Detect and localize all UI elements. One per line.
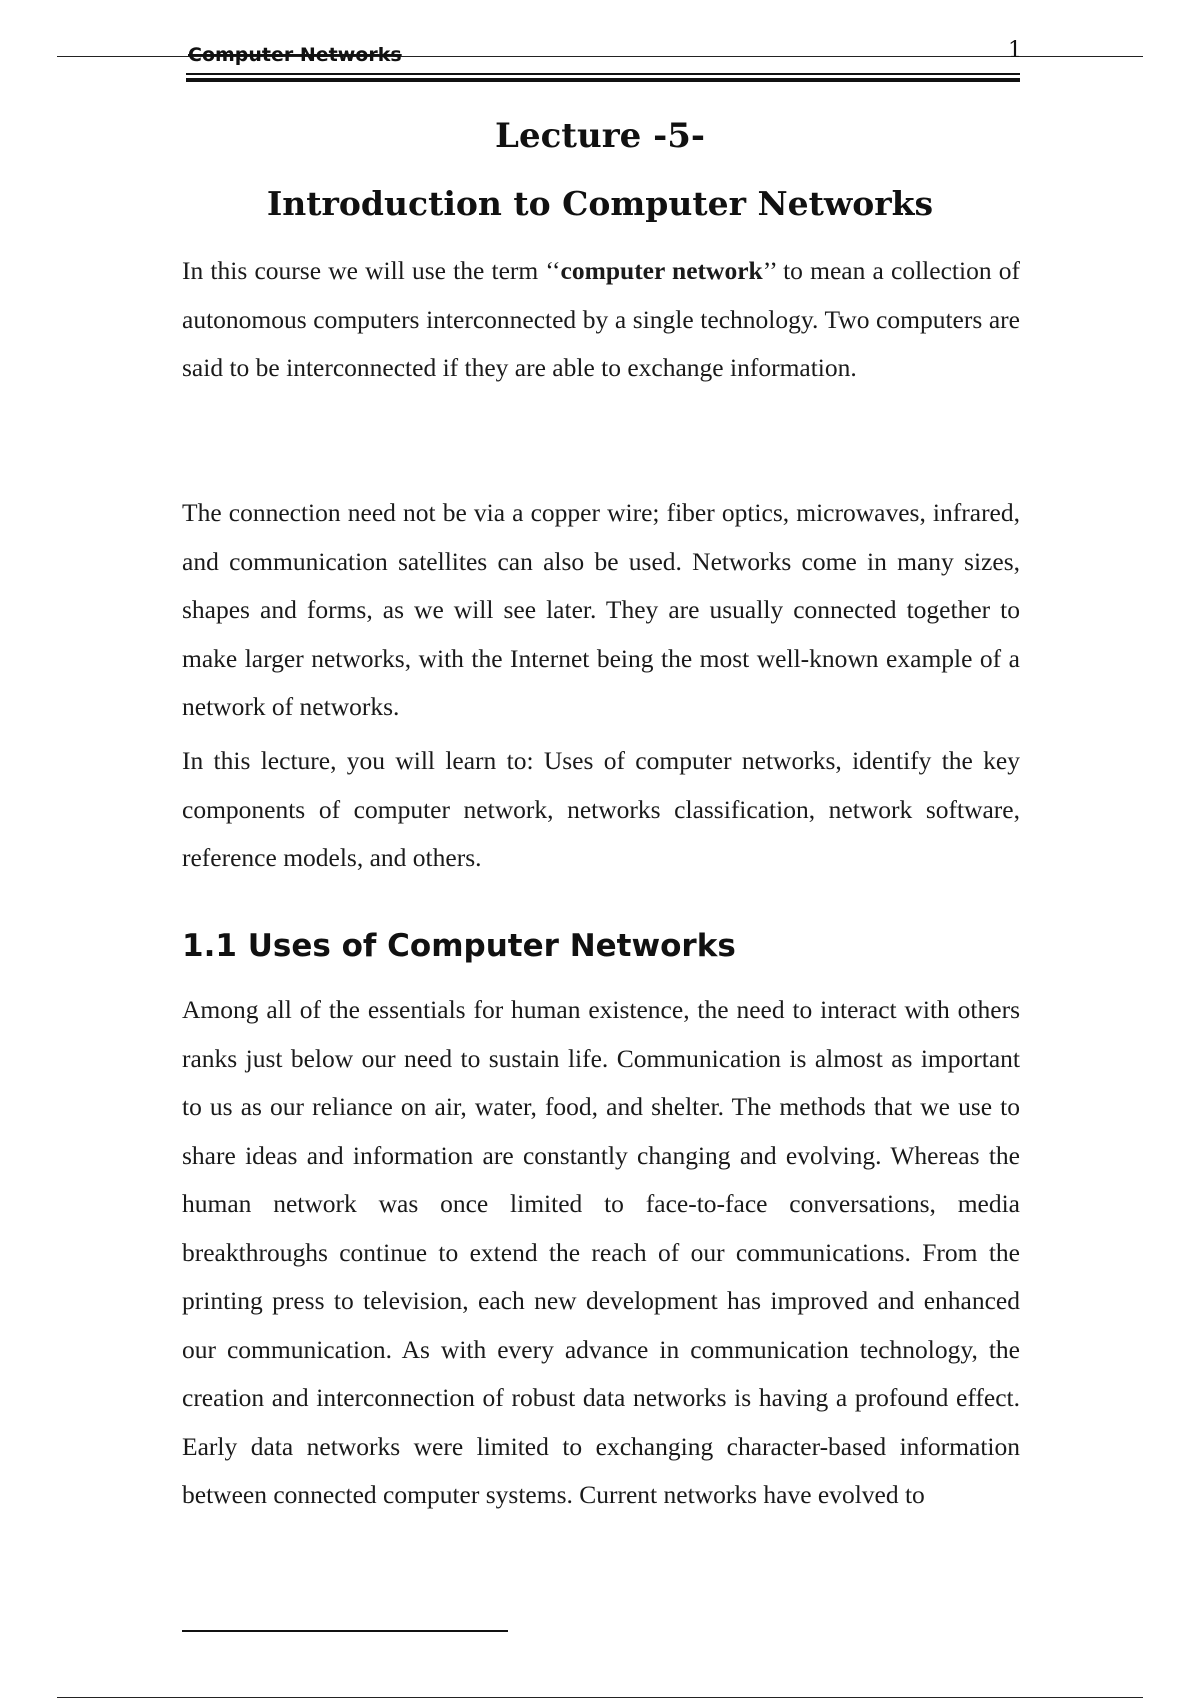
intro-text-pre: In this course we will use the term ‘‘ [182, 256, 561, 285]
intro-text-post: ’’ to mean a collection of autonomous computers interconnected by a single technology. Two computers are said to be interconnected if they are able to exchange information. [182, 256, 1020, 382]
page-number: 1 [1008, 38, 1022, 63]
key-term: computer network [560, 256, 763, 285]
intro-paragraph-2: The connection need not be via a copper wire; fiber optics, microwaves, infrared, and communication satellites can also be used. Networks come in many sizes, shapes and forms, as we will see later. They are usually connected together to make larger networks, with the Internet being the most well-known example of a network of networks. [182, 498, 1020, 721]
footnote-separator [182, 1630, 508, 1632]
intro-paragraph-3: In this lecture, you will learn to: Uses of computer networks, identify the key components of computer network, networks classification, network software, reference models, and others. [182, 746, 1020, 872]
header-double-rule [186, 73, 1020, 82]
section-paragraph-1: Among all of the essentials for human existence, the need to interact with others ranks just below our need to sustain life. Communication is almost as important to us as our reliance on air, water, food, and shelter. The methods that we use to share ideas and information are constantly changing and evolving. Whereas the human network was once limited to face-to-face conversations, media breakthroughs continue to extend the reach of our communications. From the printing press to television, each new development has improved and enhanced our communication. As with every advance in communication technology, the creation and interconnection of robust data networks is having a profound effect. Early data networks were limited to exchanging character-based information between connected computer systems. Current networks have evolved to [182, 995, 1020, 1509]
intro-paragraph-1 [182, 247, 1020, 393]
footer-line [57, 1697, 1143, 1698]
section-heading: 1.1 Uses of Computer Networks [182, 928, 736, 964]
lecture-title: Lecture -5- [495, 116, 705, 156]
running-header-title: Computer Networks [188, 44, 402, 66]
document-title: Introduction to Computer Networks [266, 184, 934, 223]
